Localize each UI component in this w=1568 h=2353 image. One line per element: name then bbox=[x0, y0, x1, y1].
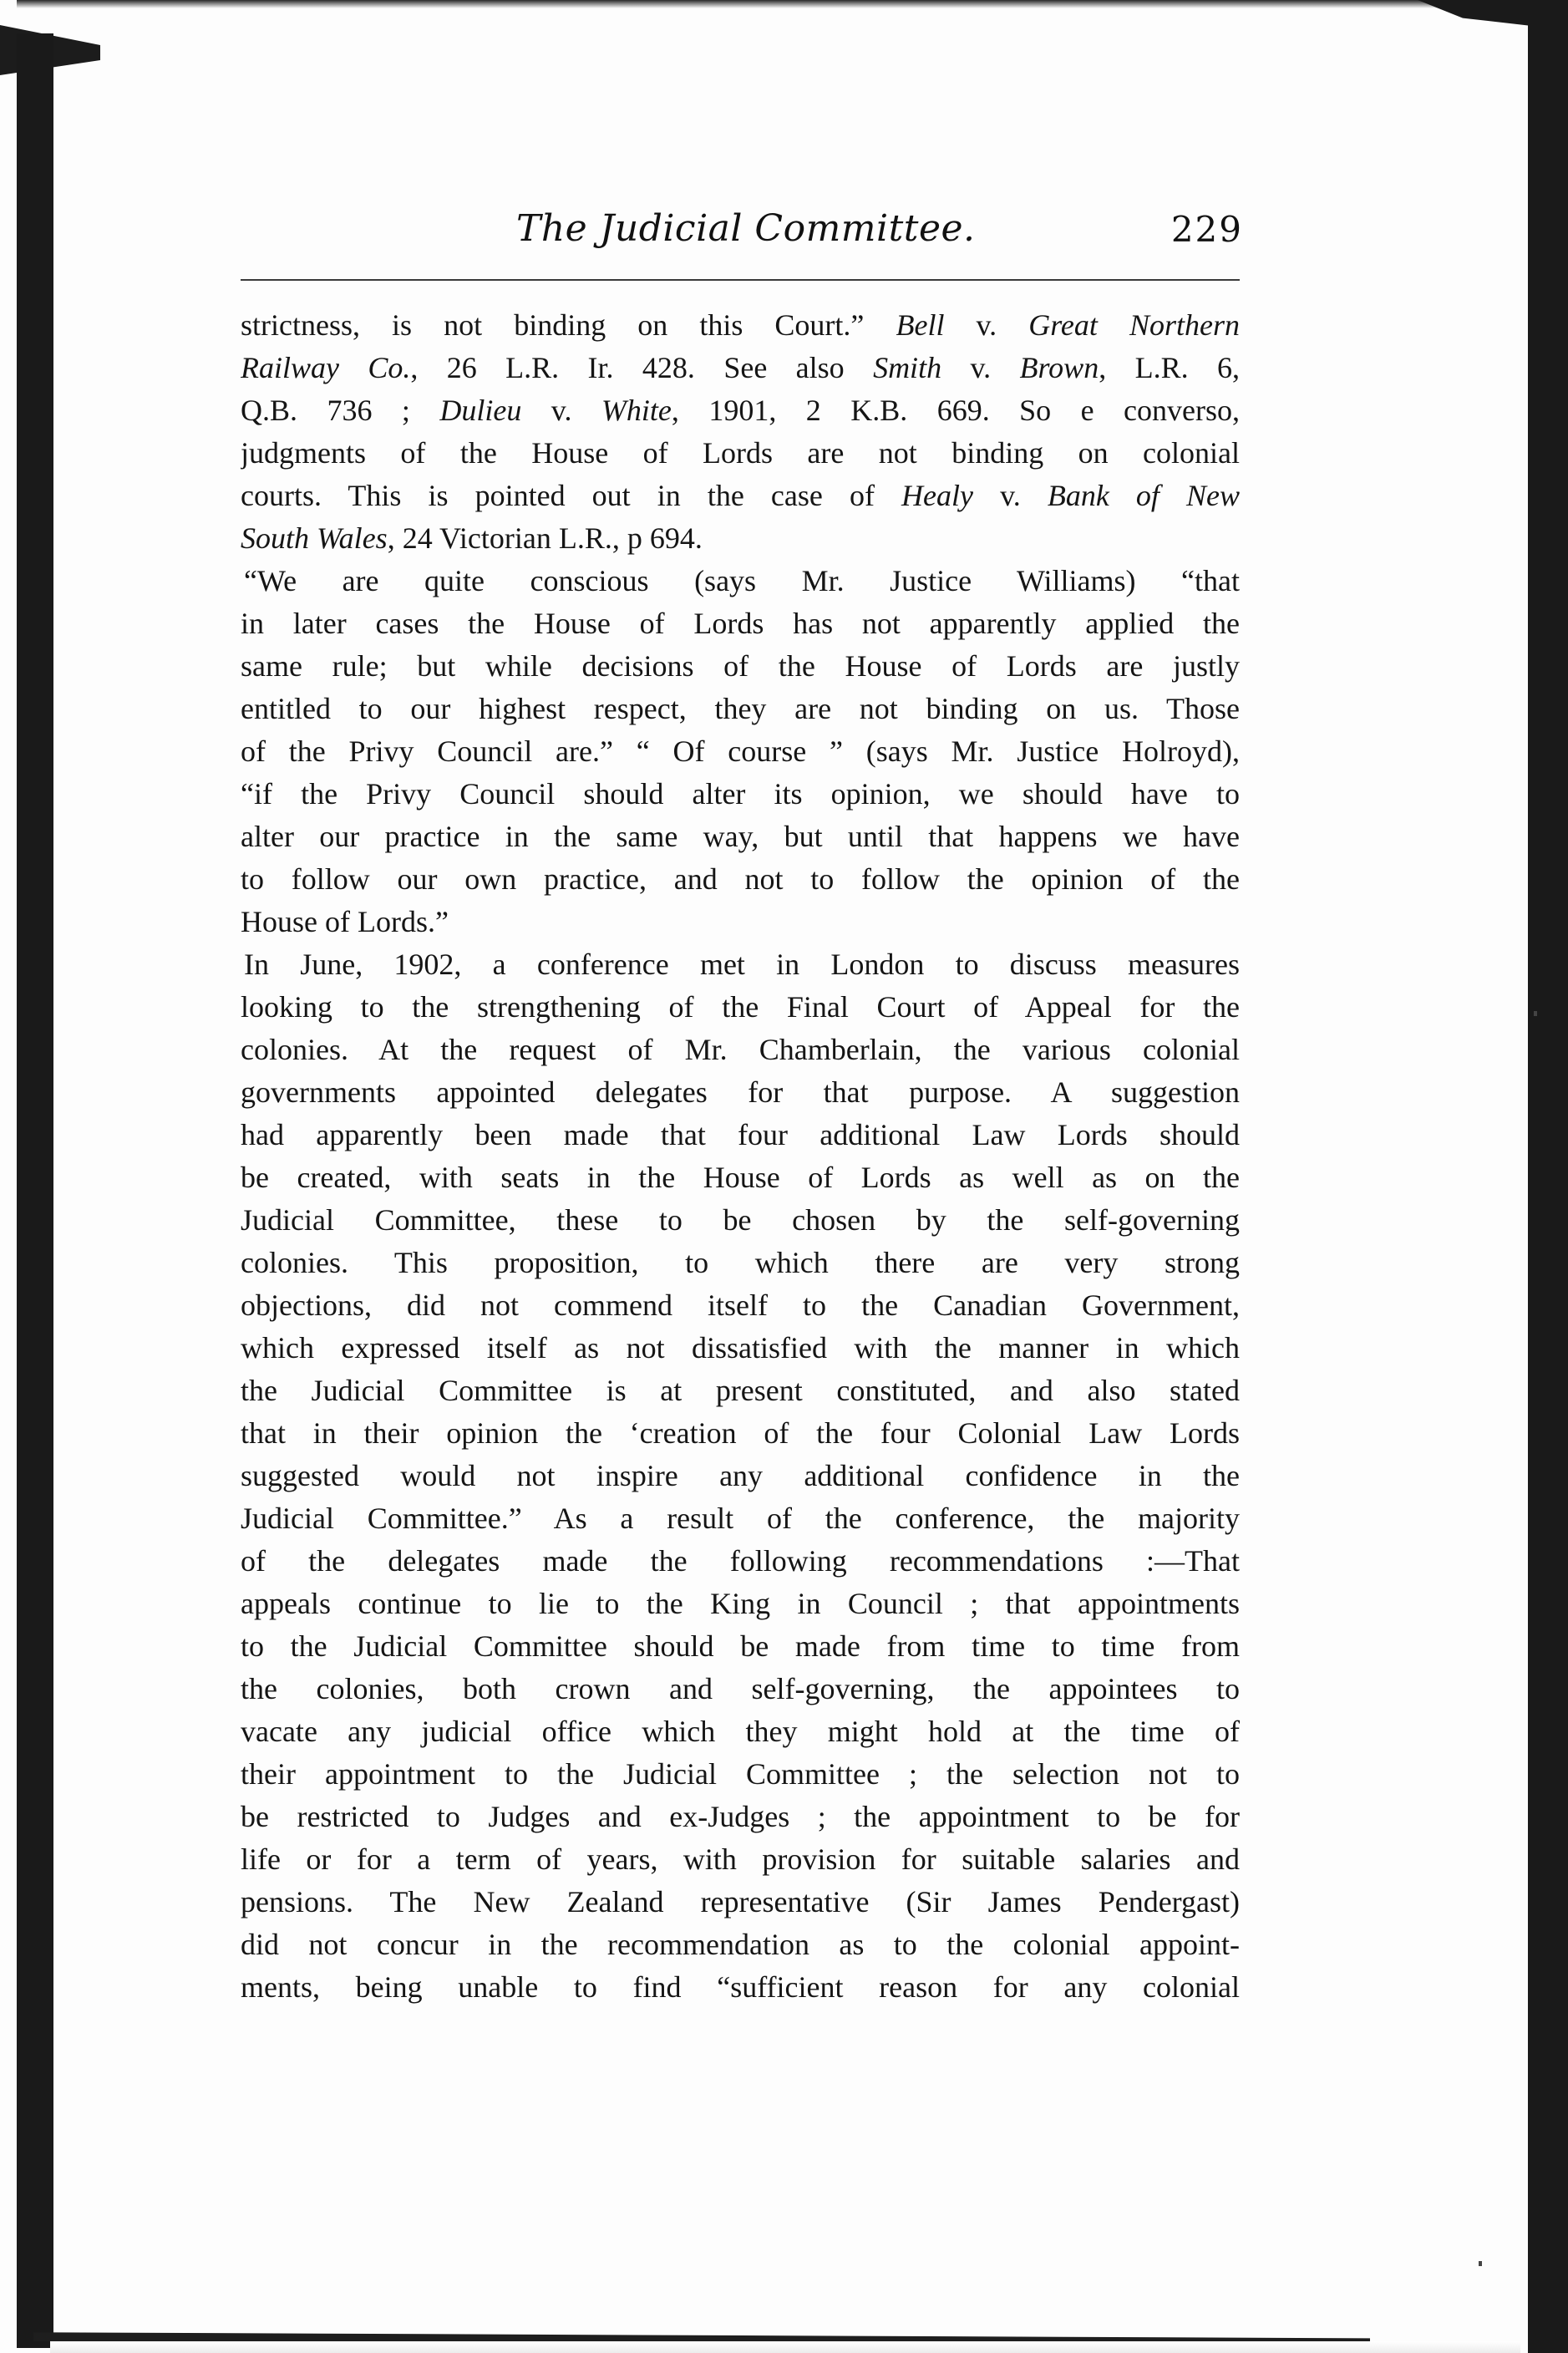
text-run: In June, 1902, a conference met in London to discuss measures bbox=[244, 948, 1240, 981]
text-line bbox=[241, 560, 1240, 602]
text-line bbox=[241, 943, 1240, 986]
text-line bbox=[241, 1071, 1240, 1114]
text-line bbox=[241, 602, 1240, 645]
text-run: ments, being unable to find “sufficient reason for any colonial bbox=[241, 1970, 1240, 2004]
text-run: looking to the strengthening of the Final Court of Appeal for the bbox=[241, 990, 1240, 1024]
text-run: their appointment to the Judicial Committee ; the selection not to bbox=[241, 1757, 1240, 1791]
text-line bbox=[241, 773, 1240, 816]
text-line bbox=[241, 1668, 1240, 1710]
text-run: , 24 Victorian L.R., p 694. bbox=[387, 521, 703, 555]
text-line bbox=[241, 1114, 1240, 1156]
text-line bbox=[241, 816, 1240, 858]
text-run: v. bbox=[973, 479, 1048, 512]
text-line bbox=[241, 1284, 1240, 1327]
text-line bbox=[241, 1710, 1240, 1753]
text-line bbox=[241, 517, 1240, 560]
text-line bbox=[241, 901, 1240, 943]
text-run: which expressed itself as not dissatisfied with the manner in which bbox=[241, 1331, 1240, 1365]
italic-text: Great Northern bbox=[1028, 308, 1240, 342]
text-line bbox=[241, 1753, 1240, 1796]
text-run: “if the Privy Council should alter its opinion, we should have to bbox=[241, 777, 1240, 811]
text-run: entitled to our highest respect, they are not binding on us. Those bbox=[241, 692, 1240, 725]
text-line bbox=[241, 1455, 1240, 1497]
text-line bbox=[241, 1796, 1240, 1838]
text-run: of the Privy Council are.” “ Of course ” (says Mr. Justice Holroyd), bbox=[241, 734, 1240, 768]
text-run: be created, with seats in the House of Lords as well as on the bbox=[241, 1161, 1240, 1194]
scan-edge-bottom-stripe bbox=[50, 2341, 1520, 2353]
text-run: did not concur in the recommendation as to the colonial appoint- bbox=[241, 1928, 1240, 1961]
italic-text: White bbox=[601, 394, 672, 427]
text-line bbox=[241, 475, 1240, 517]
text-line bbox=[241, 1327, 1240, 1370]
text-run: , 1901, 2 K.B. 669. So e converso, bbox=[671, 394, 1240, 427]
text-run: vacate any judicial office which they might hold at the time of bbox=[241, 1715, 1240, 1748]
text-run: in later cases the House of Lords has not apparently applied the bbox=[241, 607, 1240, 640]
text-line bbox=[241, 1966, 1240, 2009]
text-run: v. bbox=[521, 394, 601, 427]
text-run: objections, did not commend itself to the Canadian Government, bbox=[241, 1288, 1240, 1322]
scan-edge-bottom bbox=[33, 2326, 1370, 2341]
text-line bbox=[241, 1199, 1240, 1242]
text-line bbox=[241, 1881, 1240, 1924]
text-line bbox=[241, 1497, 1240, 1540]
text-line bbox=[241, 730, 1240, 773]
text-run: life or for a term of years, with provision for suitable salaries and bbox=[241, 1842, 1240, 1876]
text-line bbox=[241, 688, 1240, 730]
text-run: strictness, is not binding on this Court.” bbox=[241, 308, 896, 342]
text-line bbox=[241, 1924, 1240, 1966]
text-line bbox=[241, 1242, 1240, 1284]
text-line bbox=[241, 304, 1240, 347]
italic-text: Healy bbox=[901, 479, 973, 512]
text-run: to follow our own practice, and not to follow the opinion of the bbox=[241, 862, 1240, 896]
text-line bbox=[241, 1838, 1240, 1881]
scan-speck bbox=[1479, 2261, 1482, 2266]
text-run: Q.B. 736 ; bbox=[241, 394, 440, 427]
text-run: to the Judicial Committee should be made from time to time from bbox=[241, 1629, 1240, 1663]
page-number: 229 bbox=[1170, 209, 1243, 250]
italic-text: Railway Co. bbox=[241, 351, 411, 384]
text-line bbox=[241, 432, 1240, 475]
text-run: Judicial Committee.” As a result of the conference, the majority bbox=[241, 1502, 1240, 1535]
text-run: alter our practice in the same way, but until that happens we have bbox=[241, 820, 1240, 853]
text-run: , 26 L.R. Ir. 428. See also bbox=[410, 351, 874, 384]
text-run: the colonies, both crown and self-governing, the appointees to bbox=[241, 1672, 1240, 1705]
text-run: be restricted to Judges and ex-Judges ; the appointment to be for bbox=[241, 1800, 1240, 1833]
text-run: same rule; but while decisions of the House of Lords are justly bbox=[241, 649, 1240, 683]
text-run: colonies. At the request of Mr. Chamberlain, the various colonial bbox=[241, 1033, 1240, 1066]
text-line bbox=[241, 1540, 1240, 1583]
body-text bbox=[241, 304, 1240, 2009]
text-run: v. bbox=[941, 351, 1020, 384]
scan-edge-top bbox=[17, 0, 1568, 8]
italic-text: Brown bbox=[1019, 351, 1099, 384]
text-line bbox=[241, 1625, 1240, 1668]
scan-edge-right bbox=[1528, 17, 1568, 2353]
text-line bbox=[241, 1370, 1240, 1412]
italic-text: South Wales bbox=[241, 521, 388, 555]
text-run: suggested would not inspire any additional confidence in the bbox=[241, 1459, 1240, 1492]
italic-text: Bell bbox=[896, 308, 945, 342]
text-run: , L.R. 6, bbox=[1099, 351, 1240, 384]
text-line bbox=[241, 1156, 1240, 1199]
text-line bbox=[241, 347, 1240, 389]
running-title: The Judicial Committee. bbox=[516, 207, 976, 250]
text-run: v. bbox=[944, 308, 1029, 342]
italic-text: Bank of New bbox=[1047, 479, 1240, 512]
text-line bbox=[241, 1412, 1240, 1455]
scan-edge-left bbox=[17, 33, 53, 2348]
text-line bbox=[241, 1583, 1240, 1625]
text-line bbox=[241, 389, 1240, 432]
text-line bbox=[241, 858, 1240, 901]
text-run: had apparently been made that four additional Law Lords should bbox=[241, 1118, 1240, 1151]
italic-text: Smith bbox=[873, 351, 942, 384]
text-run: “We are quite conscious (says Mr. Justice Williams) “that bbox=[244, 564, 1240, 597]
text-line bbox=[241, 986, 1240, 1029]
text-line bbox=[241, 1029, 1240, 1071]
text-run: Judicial Committee, these to be chosen by the self-governing bbox=[241, 1203, 1240, 1237]
text-run: appeals continue to lie to the King in Council ; that appointments bbox=[241, 1587, 1240, 1620]
text-run: of the delegates made the following recommendations :—That bbox=[241, 1544, 1240, 1578]
text-run: governments appointed delegates for that purpose. A suggestion bbox=[241, 1075, 1240, 1109]
text-run: courts. This is pointed out in the case of bbox=[241, 479, 902, 512]
running-head bbox=[241, 207, 1243, 274]
text-run: that in their opinion the ‘creation of the four Colonial Law Lords bbox=[241, 1416, 1240, 1450]
italic-text: Dulieu bbox=[439, 394, 522, 427]
scan-speck bbox=[1534, 1011, 1537, 1016]
header-rule bbox=[241, 279, 1240, 281]
text-run: House of Lords.” bbox=[241, 905, 449, 938]
text-line bbox=[241, 645, 1240, 688]
text-run: judgments of the House of Lords are not binding on colonial bbox=[241, 436, 1240, 470]
text-run: pensions. The New Zealand representative (Sir James Pendergast) bbox=[241, 1885, 1240, 1918]
text-run: colonies. This proposition, to which there are very strong bbox=[241, 1246, 1240, 1279]
text-run: the Judicial Committee is at present constituted, and also stated bbox=[241, 1374, 1240, 1407]
page-content bbox=[241, 207, 1243, 2009]
